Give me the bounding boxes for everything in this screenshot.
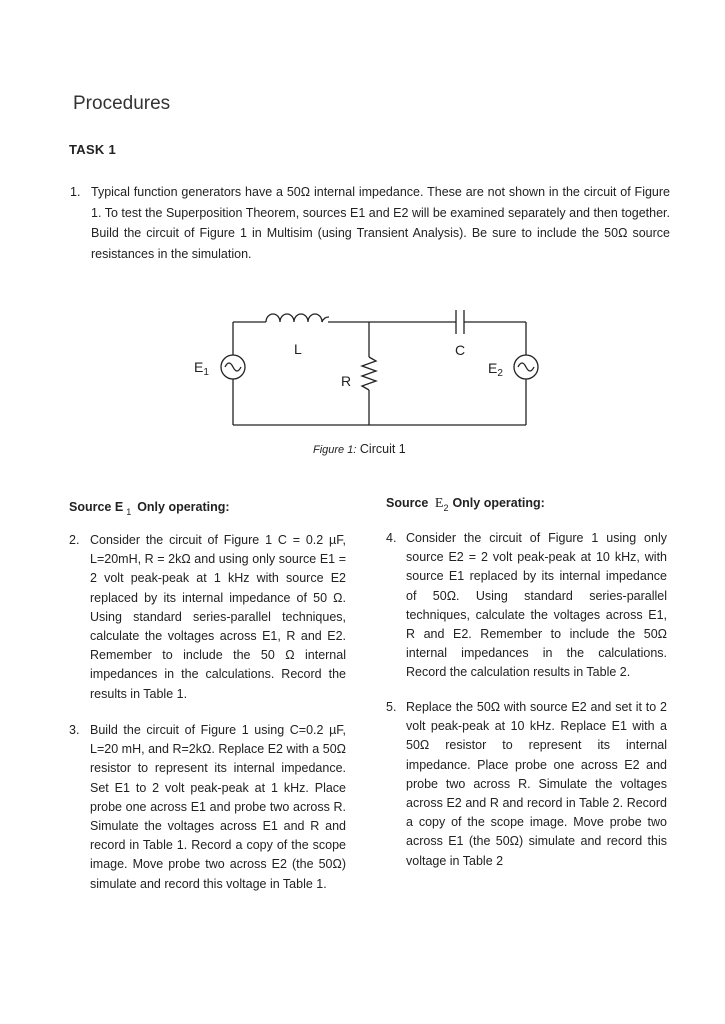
step-text: Build the circuit of Figure 1 using C=0.2 µF, L=20 mH, and R=2kΩ. Replace E2 with a 50Ω resistor to represent its internal impedance. Set E1 to 2 volt peak-peak at 1 kHz. Place probe one across E1 and probe two across R. Simulate the voltages across E1 and R and record in Table 1. Record a copy of the scope image. Move probe two across E2 (the 50Ω) simulate and record this voltage in Table 1.	[90, 723, 346, 891]
right-column-heading	[386, 496, 545, 513]
step-number: 4.	[386, 531, 397, 545]
left-heading-suffix: Only operating:	[137, 500, 230, 514]
procedure-step-5	[386, 698, 667, 871]
task-heading: TASK 1	[69, 142, 117, 157]
label-e1	[194, 359, 209, 378]
step-number: 1.	[70, 185, 81, 199]
figure-caption-label: Figure 1:	[313, 444, 357, 456]
source-e2-wave	[518, 363, 534, 371]
label-e1-main: E	[194, 359, 204, 375]
circuit-diagram	[180, 300, 550, 435]
step-text: Replace the 50Ω with source E2 and set it to 2 volt peak-peak at 10 kHz. Replace E1 with a 50Ω resistor to represent its internal impedance. Place probe one across E2 and probe two across R. Simulate the voltages across E2 and R and record in Table 2. Record a copy of the scope image. Move probe two across E1 (the 50Ω) simulate and record this voltage in Table 2	[406, 700, 667, 868]
right-heading-suffix: Only operating:	[452, 496, 545, 510]
figure-caption	[313, 442, 406, 456]
right-heading-prefix: Source	[386, 496, 429, 510]
label-e1-sub: 1	[203, 367, 209, 378]
page-title: Procedures	[73, 93, 171, 114]
step-text: Typical function generators have a 50Ω internal impedance. These are not shown in the circuit of Figure 1. To test the Superposition Theorem, sources E1 and E2 will be examined separately and then together. Build the circuit of Figure 1 in Multisim (using Transient Analysis). Be sure to include the 50Ω source resistances in the simulation.	[91, 185, 670, 261]
step-number: 2.	[69, 533, 80, 547]
label-e2	[488, 360, 503, 379]
left-heading-prefix: Source E	[69, 500, 124, 514]
step-number: 5.	[386, 700, 397, 714]
step-text: Consider the circuit of Figure 1 C = 0.2 µF, L=20mH, R = 2kΩ and using only source E1 = 2 volt peak-peak at 1 kHz with source E2 replaced by its internal impedance of 50 Ω. Using standard series-parallel techniques, calculate the voltages across E1, R and E2. Remember to include the 50 Ω internal impedances in the calculations. Record the results in Table 1.	[90, 533, 346, 701]
label-inductor: L	[294, 341, 302, 357]
resistor-symbol	[362, 357, 376, 390]
right-heading-sub: 2	[443, 502, 449, 513]
step-number: 3.	[69, 723, 80, 737]
label-capacitor: C	[455, 342, 466, 358]
procedure-step-3	[69, 721, 346, 894]
label-e2-sub: 2	[497, 368, 503, 379]
right-heading-e: E	[434, 496, 444, 511]
procedure-step-2	[69, 531, 346, 704]
left-column-heading	[69, 500, 230, 517]
label-resistor: R	[341, 373, 352, 389]
label-e2-main: E	[488, 360, 498, 376]
procedure-step-4	[386, 529, 667, 683]
left-heading-sub: 1	[126, 506, 132, 517]
source-e1-wave	[225, 363, 241, 371]
figure-caption-text: Circuit 1	[359, 442, 406, 456]
step-text: Consider the circuit of Figure 1 using only source E2 = 2 volt peak-peak at 10 kHz, with source E1 replaced by its internal impedance of 50Ω. Using standard series-parallel techniques, calculate the voltages across E1, R and E2. Remember to include the 50Ω internal impedances in the calculations. Record the calculation results in Table 2.	[406, 531, 667, 680]
procedure-step-1	[70, 182, 670, 264]
inductor-symbol	[266, 314, 329, 322]
